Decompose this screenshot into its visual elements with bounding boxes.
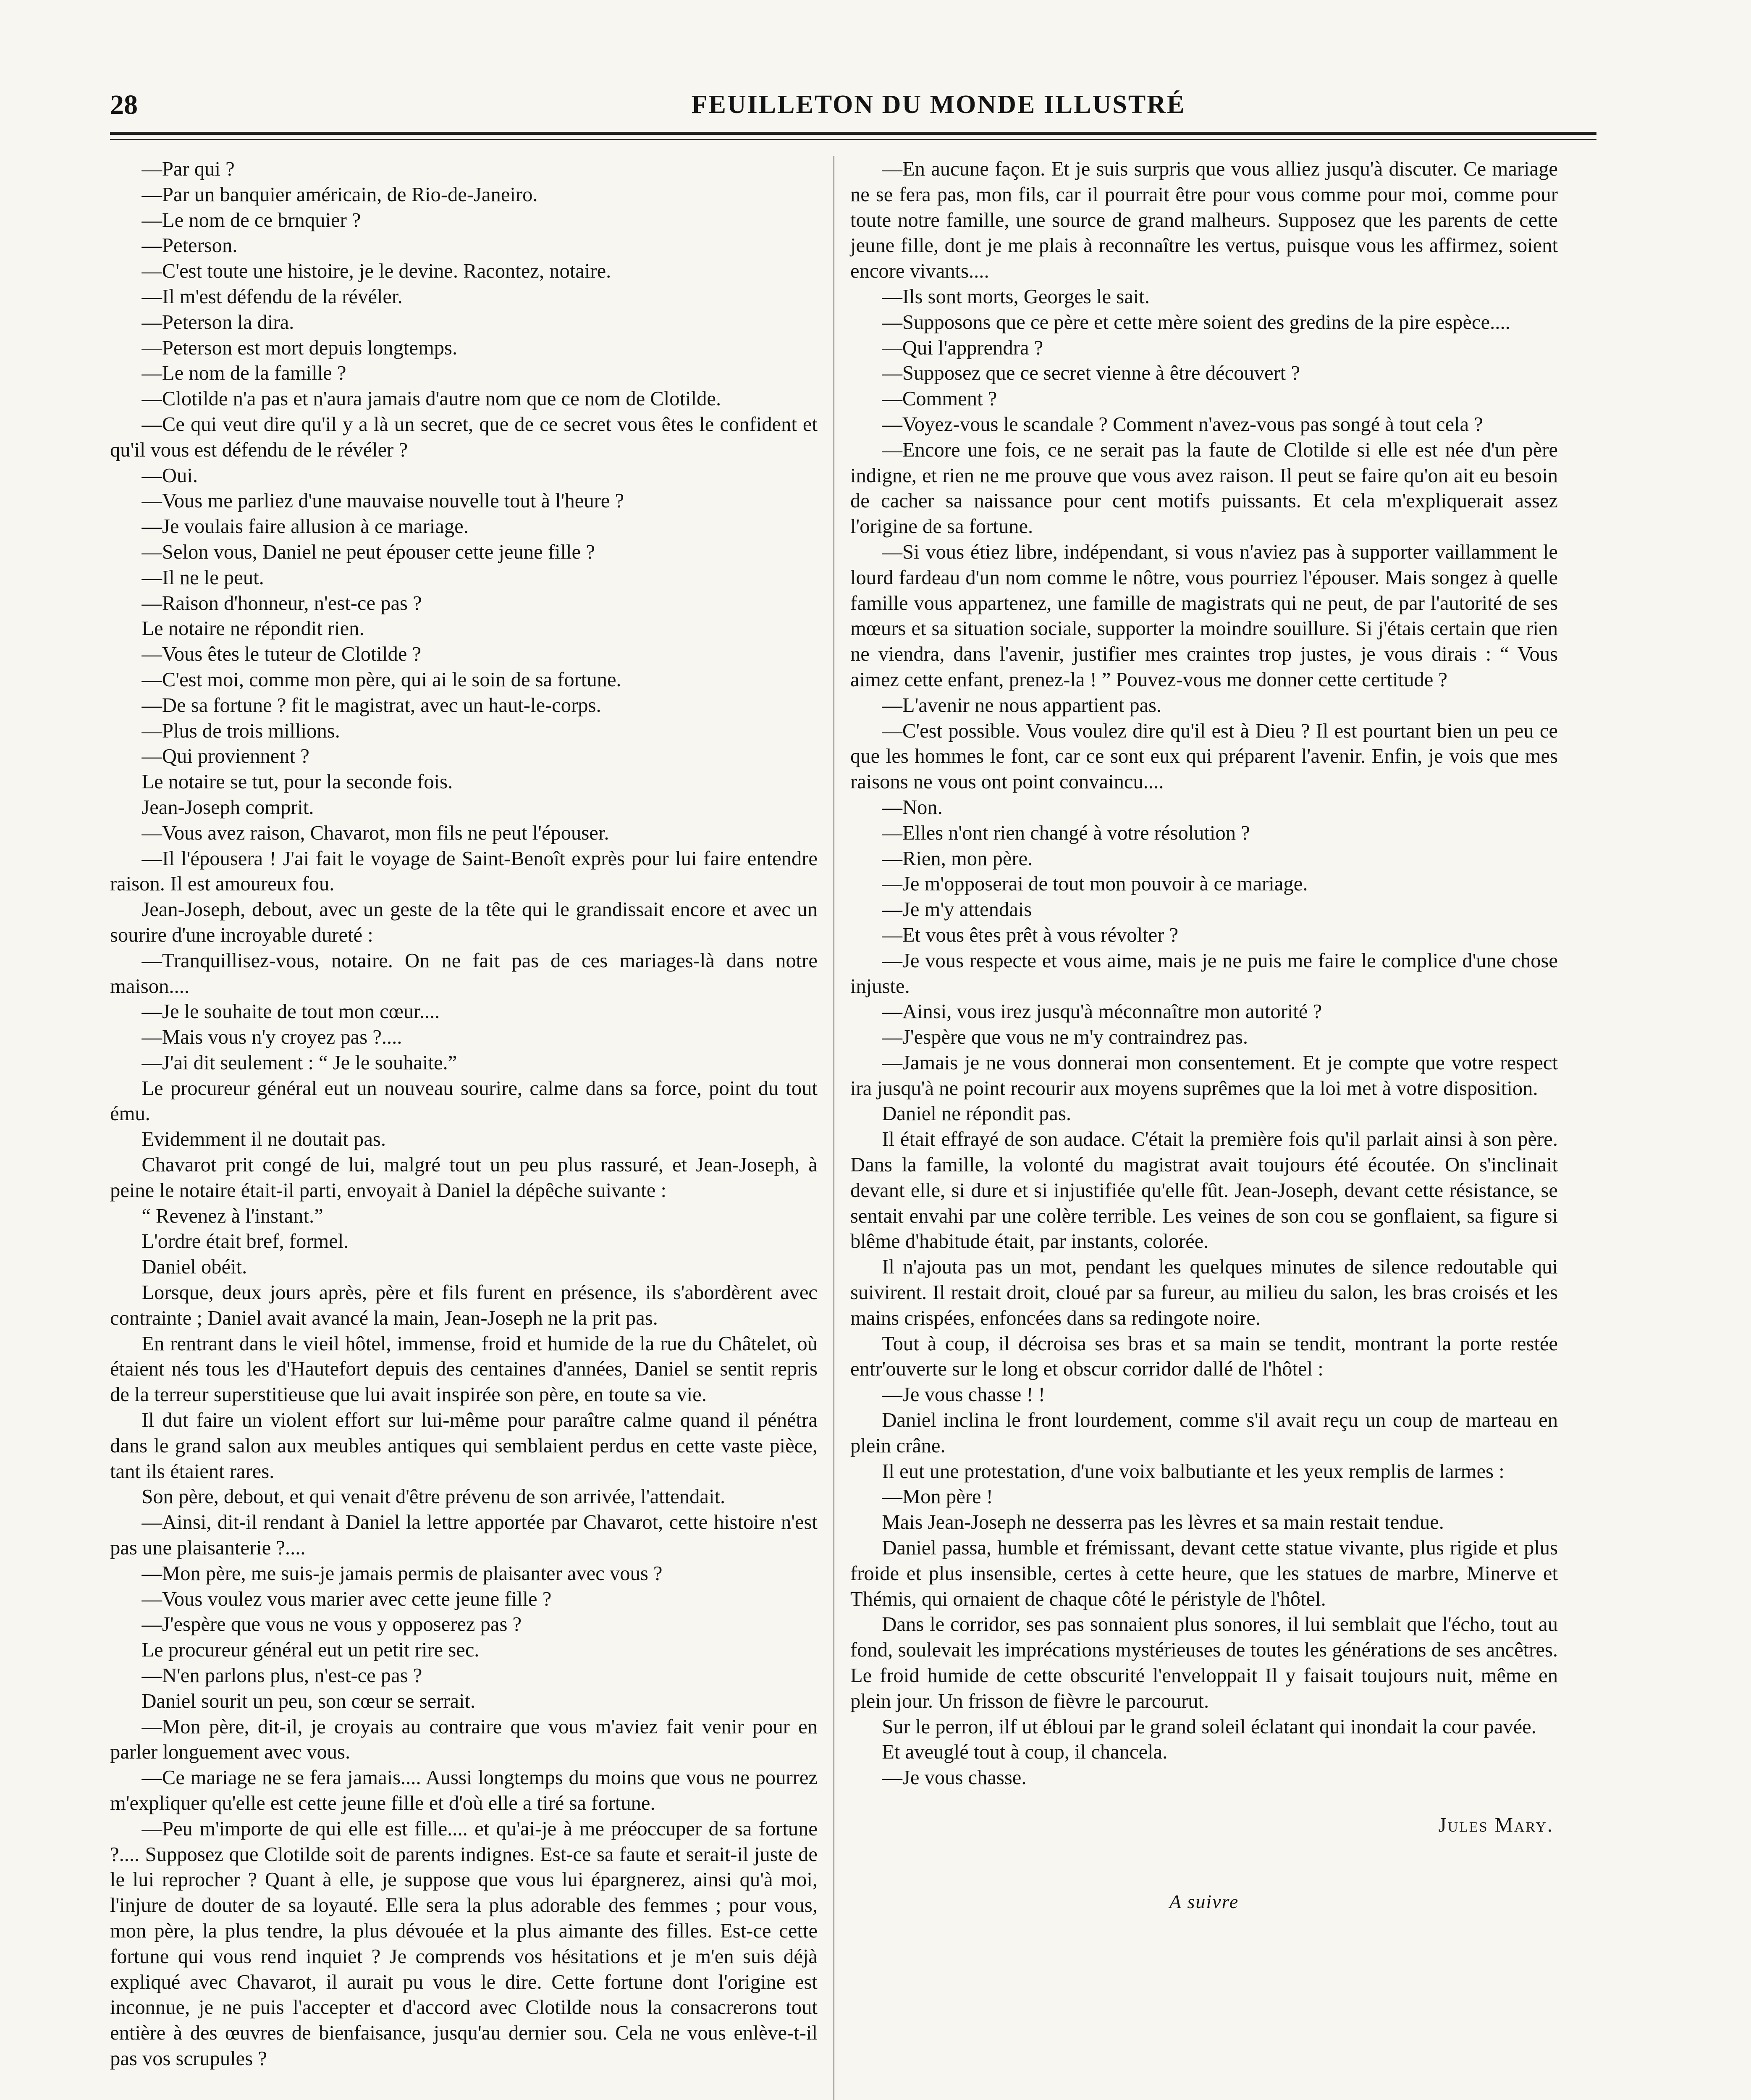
paragraph: —Ils sont morts, Georges le sait. (882, 285, 1150, 308)
paragraph: Le procureur général eut un petit rire sec. (142, 1638, 480, 1662)
paragraph: —Qui l'apprendra ? (882, 336, 1043, 359)
paragraph: —Oui. (142, 464, 198, 487)
paragraph: —Mais vous n'y croyez pas ?.... (142, 1026, 402, 1049)
to-be-continued: A suivre (1169, 1890, 1239, 1912)
paragraph: —Par qui ? (142, 158, 235, 180)
paragraph: —Je m'y attendais (882, 898, 1032, 921)
paragraph: —Si vous étiez libre, indépendant, si vous n'aviez pas à supporter vaillamment le lourd fardeau d'un nom comme le nôtre, vous pourriez l'épouser. Mais songez à quelle famille vous appartenez, une famille de magistrats qui ne peut, de par l'autorité de ses mœurs et sa situation sociale, supporter la moindre souillure. Si j'étais certain que rien ne viendra, dans l'avenir, justifier mes craintes trop justes, je vous dirais : “ Vous aimez cette enfant, prenez-la ! ” Pouvez-vous me donner cette certitude ? (850, 540, 1558, 691)
paragraph: —N'en parlons plus, n'est-ce pas ? (142, 1664, 422, 1687)
paragraph: Daniel ne répondit pas. (882, 1102, 1072, 1125)
paragraph: En rentrant dans le vieil hôtel, immense, froid et humide de la rue du Châtelet, où étaient nés tous les d'Hautefort depuis des centaines d'années, Daniel se sentit repris de la terreur superstitieuse que lui avait inspirée son père, en toute sa vie. (110, 1332, 818, 1406)
paragraph: —Mon père, dit-il, je croyais au contraire que vous m'aviez fait venir pour en parler longuement avec vous. (110, 1715, 818, 1764)
column-right (850, 156, 1558, 1915)
paragraph: Le notaire ne répondit rien. (142, 617, 364, 640)
paragraph: Il n'ajouta pas un mot, pendant les quelques minutes de silence redoutable qui suivirent. Il restait droit, cloué par sa fureur, au milieu du salon, les bras croisés et les mains crispées, enfoncées dans sa redingote noire. (850, 1255, 1558, 1329)
paragraph: —Raison d'honneur, n'est-ce pas ? (142, 591, 422, 614)
paragraph: —Vous me parliez d'une mauvaise nouvelle tout à l'heure ? (142, 489, 624, 512)
paragraph: —J'ai dit seulement : “ Je le souhaite.” (142, 1051, 457, 1074)
paragraph: —J'espère que vous ne m'y contraindrez pas. (882, 1026, 1248, 1049)
paragraph: —Je le souhaite de tout mon cœur.... (142, 1000, 440, 1023)
paragraph: Le procureur général eut un nouveau sourire, calme dans sa force, point du tout ému. (110, 1076, 818, 1125)
paragraph: —C'est possible. Vous voulez dire qu'il est à Dieu ? Il est pourtant bien un peu ce que les hommes le font, car ce sont eux qui préparent l'avenir. Enfin, je vois que mes raisons ne vous ont point convaincu.... (850, 719, 1558, 793)
paragraph: —Peterson la dira. (142, 310, 294, 333)
paragraph: —Peterson est mort depuis longtemps. (142, 336, 458, 359)
paragraph: —C'est toute une histoire, je le devine. Racontez, notaire. (142, 260, 611, 283)
paragraph: —Non. (882, 795, 943, 819)
paragraph: —Voyez-vous le scandale ? Comment n'avez-vous pas songé à tout cela ? (882, 412, 1483, 436)
paragraph: —Selon vous, Daniel ne peut épouser cette jeune fille ? (142, 540, 595, 563)
paragraph: Et aveuglé tout à coup, il chancela. (882, 1740, 1168, 1764)
paragraph: —Je m'opposerai de tout mon pouvoir à ce mariage. (882, 872, 1308, 895)
paragraph: Il eut une protestation, d'une voix balbutiante et les yeux remplis de larmes : (882, 1460, 1505, 1483)
paragraph: —Il ne le peut. (142, 566, 264, 589)
paragraph: —En aucune façon. Et je suis surpris que vous alliez jusqu'à discuter. Ce mariage ne se fera pas, mon fils, car il pourrait être pour vous comme pour moi, comme pour toute notre famille, une source de grand malheurs. Supposez que les parents de cette jeune fille, dont je me plais à reconnaître les vertus, puisque vous les affirmez, soient encore vivants.... (850, 158, 1558, 283)
paragraph: —Vous êtes le tuteur de Clotilde ? (142, 643, 422, 666)
paragraph: —Il l'épousera ! J'ai fait le voyage de Saint-Benoît exprès pour lui faire entendre raison. Il est amoureux fou. (110, 847, 818, 895)
paragraph: Lorsque, deux jours après, père et fils furent en présence, ils s'abordèrent avec contrainte ; Daniel avait avancé la main, Jean-Joseph ne la prit pas. (110, 1281, 818, 1329)
paragraph: —Jamais je ne vous donnerai mon consentement. Et je compte que votre respect ira jusqu'à ne point recourir aux moyens suprêmes que la loi met à votre disposition. (850, 1051, 1558, 1100)
paragraph: —Ainsi, vous irez jusqu'à méconnaître mon autorité ? (882, 1000, 1322, 1023)
paragraph: Il dut faire un violent effort sur lui-même pour paraître calme quand il pénétra dans le grand salon aux meubles antiques qui semblaient perdus en cette vaste pièce, tant ils étaient rares. (110, 1409, 818, 1483)
column-left (110, 156, 818, 2071)
paragraph: —Elles n'ont rien changé à votre résolution ? (882, 821, 1250, 844)
paragraph: —De sa fortune ? fit le magistrat, avec un haut-le-corps. (142, 693, 601, 717)
paragraph: Jean-Joseph comprit. (142, 795, 314, 819)
paragraph: —Vous avez raison, Chavarot, mon fils ne peut l'épouser. (142, 821, 609, 844)
paragraph: Daniel sourit un peu, son cœur se serrait. (142, 1689, 476, 1712)
author-signature: Jules Mary. (1438, 1814, 1554, 1836)
paragraph: —Plus de trois millions. (142, 719, 340, 742)
paragraph: Dans le corridor, ses pas sonnaient plus sonores, il lui semblait que l'écho, tout au fond, soulevait les imprécations mystérieuses de toutes les générations de ses ancêtres. Le froid humide de cette obscurité l'enveloppait Il y faisait toujours nuit, même en plein jour. Un frisson de fièvre le parcourut. (850, 1613, 1558, 1712)
paragraph: —Mon père ! (882, 1485, 993, 1508)
paragraph: Son père, debout, et qui venait d'être prévenu de son arrivée, l'attendait. (142, 1485, 726, 1508)
paragraph: —Ainsi, dit-il rendant à Daniel la lettre apportée par Chavarot, cette histoire n'est pas une plaisanterie ?.... (110, 1511, 818, 1559)
paragraph: —Par un banquier américain, de Rio-de-Janeiro. (142, 183, 538, 206)
paragraph: —Supposez que ce secret vienne à être découvert ? (882, 362, 1300, 385)
paragraph: —Le nom de ce brnquier ? (142, 208, 361, 231)
paragraph: Daniel obéit. (142, 1255, 247, 1278)
paragraph: —Rien, mon père. (882, 847, 1033, 870)
paragraph: —Comment ? (882, 387, 997, 410)
paragraph: Jean-Joseph, debout, avec un geste de la tête qui le grandissait encore et avec un sourire d'une incroyable dureté : (110, 898, 818, 946)
paragraph: —Je voulais faire allusion à ce mariage. (142, 515, 469, 538)
paragraph: —Tranquillisez-vous, notaire. On ne fait pas de ces mariages-là dans notre maison.... (110, 949, 818, 998)
paragraph: —Vous voulez vous marier avec cette jeune fille ? (142, 1587, 552, 1610)
paragraph: —Il m'est défendu de la révéler. (142, 285, 403, 308)
paragraph: Sur le perron, ilf ut ébloui par le grand soleil éclatant qui inondait la cour pavée. (882, 1715, 1536, 1738)
paragraph: Daniel inclina le front lourdement, comme s'il avait reçu un coup de marteau en plein crâne. (850, 1409, 1558, 1457)
paragraph: —Peterson. (142, 234, 238, 257)
paragraph: Daniel passa, humble et frémissant, devant cette statue vivante, plus rigide et plus froide et plus insensible, certes à cette heure, que les statues de marbre, Minerve et Thémis, qui ornaient de chaque côté le péristyle de l'hôtel. (850, 1536, 1558, 1610)
paragraph: —C'est moi, comme mon père, qui ai le soin de sa fortune. (142, 668, 621, 691)
paragraph: —Qui proviennent ? (142, 745, 309, 768)
paragraph: Mais Jean-Joseph ne desserra pas les lèvres et sa main restait tendue. (882, 1511, 1444, 1534)
paragraph: “ Revenez à l'instant.” (142, 1204, 323, 1227)
paragraph: —Peu m'importe de qui elle est fille.... et qu'ai-je à me préoccuper de sa fortune ?.... Supposez que Clotilde soit de parents indignes. Est-ce sa faute et serait-il juste de le lui reprocher ? Quant à elle, je suppose que vous lui épargnerez, ainsi qu'à moi, l'injure de douter de sa loyauté. Elle sera la plus adorable des femmes ; pour vous, mon père, la plus tendre, la plus dévouée et la plus aimante des filles. Est-ce cette fortune qui vous rend inquiet ? Je comprends vos hésitations et je m'en suis déjà expliqué avec Chavarot, il aurait pu vous le dire. Cette fortune dont l'origine est inconnue, je ne puis l'accepter et d'accord avec Clotilde nous la consacrerons tout entière à des œuvres de bienfaisance, jusqu'au dernier sou. Cela ne vous enlève-t-il pas vos scrupules ? (110, 1817, 818, 2070)
paragraph: Tout à coup, il décroisa ses bras et sa main se tendit, montrant la porte restée entr'ouverte sur le long et obscur corridor dallé de l'hôtel : (850, 1332, 1558, 1381)
paragraph: Evidemment il ne doutait pas. (142, 1128, 386, 1151)
paragraph: —Ce qui veut dire qu'il y a là un secret, que de ce secret vous êtes le confident et qu'il vous est défendu de le révéler ? (110, 412, 818, 461)
paragraph: —Encore une fois, ce ne serait pas la faute de Clotilde si elle est née d'un père indigne, et rien ne me prouve que vous avez raison. Il peut se faire qu'on ait eu besoin de cacher sa naissance pour cent motifs puissants. Et cela m'expliquerait assez l'origine de sa fortune. (850, 438, 1558, 538)
paragraph: —Mon père, me suis-je jamais permis de plaisanter avec vous ? (142, 1562, 663, 1585)
page-number: 28 (110, 89, 138, 120)
paragraph: Le notaire se tut, pour la seconde fois. (142, 770, 453, 793)
paragraph: L'ordre était bref, formel. (142, 1230, 349, 1253)
paragraph: —Et vous êtes prêt à vous révolter ? (882, 923, 1179, 946)
paragraph: —Ce mariage ne se fera jamais.... Aussi longtemps du moins que vous ne pourrez m'expliquer qu'elle est cette jeune fille et d'où elle a tiré sa fortune. (110, 1766, 818, 1814)
header-rule-thick (110, 132, 1596, 135)
paragraph: —J'espère que vous ne vous y opposerez pas ? (142, 1613, 522, 1636)
paragraph: Chavarot prit congé de lui, malgré tout un peu plus rassuré, et Jean-Joseph, à peine le notaire était-il parti, envoyait à Daniel la dépêche suivante : (110, 1153, 818, 1202)
paragraph: —Clotilde n'a pas et n'aura jamais d'autre nom que ce nom de Clotilde. (142, 387, 721, 410)
running-head-title: FEUILLETON DU MONDE ILLUSTRÉ (691, 90, 1186, 119)
paragraph: —Je vous respecte et vous aime, mais je ne puis me faire le complice d'une chose injuste. (850, 949, 1558, 998)
paragraph: —Je vous chasse ! ! (882, 1383, 1045, 1406)
header-rule-thin (110, 139, 1596, 140)
paragraph: —Le nom de la famille ? (142, 362, 346, 385)
paragraph: —Je vous chasse. (882, 1766, 1027, 1789)
paragraph: —L'avenir ne nous appartient pas. (882, 693, 1162, 717)
paragraph: —Supposons que ce père et cette mère soient des gredins de la pire espèce.... (882, 310, 1510, 333)
paragraph: Il était effrayé de son audace. C'était la première fois qu'il parlait ainsi à son père. Dans la famille, la volonté du magistrat avait toujours été écoutée. On s'inclinait devant elle, si dure et si injustifiée qu'elle fût. Jean-Joseph, devant cette résistance, se sentait envahi par une colère terrible. Les veines de son cou se gonflaient, sa figure si blême d'habitude était, par instants, colorée. (850, 1128, 1558, 1253)
